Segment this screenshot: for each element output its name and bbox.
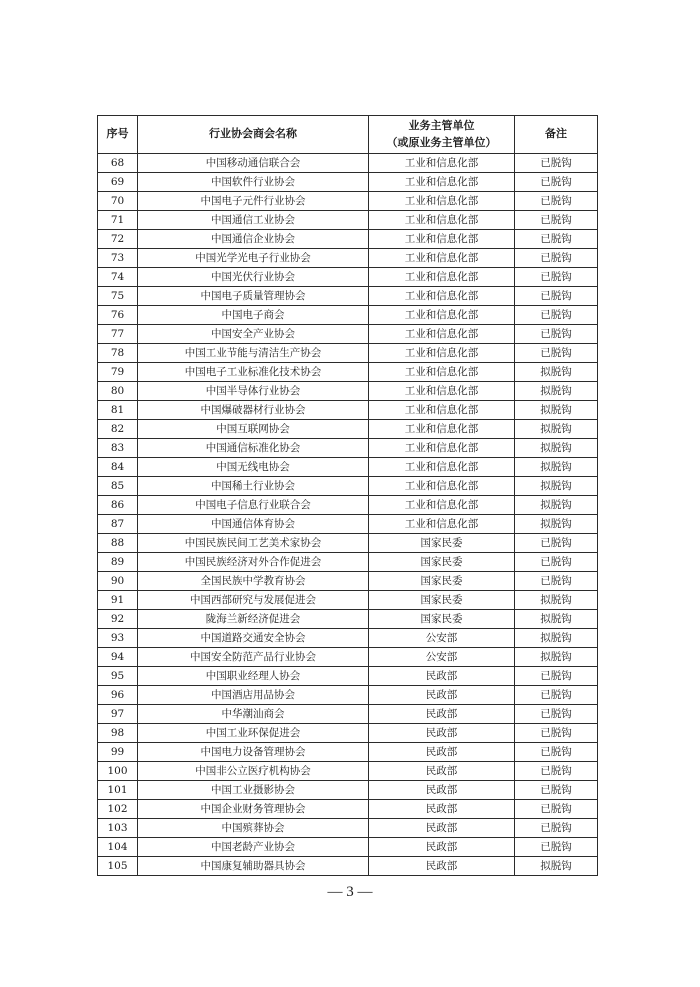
association-name-cell: 中国老龄产业协会	[138, 838, 369, 857]
association-name-cell: 中国光伏行业协会	[138, 268, 369, 287]
table-row	[98, 477, 598, 496]
association-name-cell: 中国互联网协会	[138, 420, 369, 439]
serial-number-cell: 97	[98, 705, 138, 724]
supervising-unit-cell: 民政部	[369, 686, 515, 705]
remarks-cell: 拟脱钩	[515, 382, 598, 401]
remarks-cell: 拟脱钩	[515, 629, 598, 648]
supervising-unit-cell: 工业和信息化部	[369, 325, 515, 344]
supervising-unit-cell: 工业和信息化部	[369, 268, 515, 287]
header-supervising-unit	[369, 116, 515, 154]
association-name-cell: 中国安全产业协会	[138, 325, 369, 344]
serial-number-cell: 74	[98, 268, 138, 287]
association-name-cell: 中国非公立医疗机构协会	[138, 762, 369, 781]
supervising-unit-cell: 工业和信息化部	[369, 306, 515, 325]
association-name-cell: 中国电子商会	[138, 306, 369, 325]
association-name-cell: 全国民族中学教育协会	[138, 572, 369, 591]
serial-number-cell: 75	[98, 287, 138, 306]
remarks-cell: 已脱钩	[515, 534, 598, 553]
supervising-unit-cell: 工业和信息化部	[369, 211, 515, 230]
header-supervising-unit-line1: 业务主管单位	[408, 119, 475, 132]
supervising-unit-cell: 公安部	[369, 648, 515, 667]
table-row	[98, 344, 598, 363]
remarks-cell: 已脱钩	[515, 211, 598, 230]
association-name-cell: 中国电子信息行业联合会	[138, 496, 369, 515]
remarks-cell: 已脱钩	[515, 838, 598, 857]
association-name-cell: 中国民族民间工艺美术家协会	[138, 534, 369, 553]
supervising-unit-cell: 工业和信息化部	[369, 477, 515, 496]
table-row	[98, 819, 598, 838]
table-row	[98, 591, 598, 610]
remarks-cell: 拟脱钩	[515, 515, 598, 534]
supervising-unit-cell: 国家民委	[369, 610, 515, 629]
table-row	[98, 306, 598, 325]
table-row	[98, 800, 598, 819]
association-name-cell: 中国通信企业协会	[138, 230, 369, 249]
remarks-cell: 拟脱钩	[515, 401, 598, 420]
association-name-cell: 中国通信标准化协会	[138, 439, 369, 458]
table-row	[98, 610, 598, 629]
remarks-cell: 已脱钩	[515, 230, 598, 249]
table-row	[98, 230, 598, 249]
table-row	[98, 211, 598, 230]
serial-number-cell: 96	[98, 686, 138, 705]
remarks-cell: 已脱钩	[515, 781, 598, 800]
association-name-cell: 中国职业经理人协会	[138, 667, 369, 686]
table-row	[98, 268, 598, 287]
remarks-cell: 拟脱钩	[515, 857, 598, 876]
remarks-cell: 拟脱钩	[515, 648, 598, 667]
association-name-cell: 中国电力设备管理协会	[138, 743, 369, 762]
table-row	[98, 154, 598, 173]
supervising-unit-cell: 民政部	[369, 705, 515, 724]
supervising-unit-cell: 工业和信息化部	[369, 154, 515, 173]
association-name-cell: 中国工业节能与清洁生产协会	[138, 344, 369, 363]
association-name-cell: 中国软件行业协会	[138, 173, 369, 192]
table-row	[98, 705, 598, 724]
supervising-unit-cell: 民政部	[369, 800, 515, 819]
serial-number-cell: 71	[98, 211, 138, 230]
serial-number-cell: 94	[98, 648, 138, 667]
association-name-cell: 中国企业财务管理协会	[138, 800, 369, 819]
supervising-unit-cell: 国家民委	[369, 591, 515, 610]
serial-number-cell: 87	[98, 515, 138, 534]
table-body	[98, 154, 598, 876]
supervising-unit-cell: 工业和信息化部	[369, 287, 515, 306]
remarks-cell: 拟脱钩	[515, 591, 598, 610]
remarks-cell: 已脱钩	[515, 553, 598, 572]
table-row	[98, 287, 598, 306]
association-name-cell: 中国半导体行业协会	[138, 382, 369, 401]
remarks-cell: 拟脱钩	[515, 420, 598, 439]
supervising-unit-cell: 工业和信息化部	[369, 382, 515, 401]
remarks-cell: 拟脱钩	[515, 477, 598, 496]
association-name-cell: 中国道路交通安全协会	[138, 629, 369, 648]
remarks-cell: 已脱钩	[515, 306, 598, 325]
remarks-cell: 已脱钩	[515, 268, 598, 287]
serial-number-cell: 104	[98, 838, 138, 857]
remarks-cell: 已脱钩	[515, 743, 598, 762]
association-name-cell: 中国无线电协会	[138, 458, 369, 477]
supervising-unit-cell: 工业和信息化部	[369, 173, 515, 192]
supervising-unit-cell: 工业和信息化部	[369, 230, 515, 249]
header-association-name: 行业协会商会名称	[138, 116, 369, 154]
association-name-cell: 中国安全防范产品行业协会	[138, 648, 369, 667]
supervising-unit-cell: 民政部	[369, 743, 515, 762]
remarks-cell: 拟脱钩	[515, 363, 598, 382]
remarks-cell: 已脱钩	[515, 686, 598, 705]
table-row	[98, 325, 598, 344]
association-name-cell: 中国通信工业协会	[138, 211, 369, 230]
table-row	[98, 249, 598, 268]
association-name-cell: 中国光学光电子行业协会	[138, 249, 369, 268]
association-name-cell: 中国移动通信联合会	[138, 154, 369, 173]
remarks-cell: 已脱钩	[515, 800, 598, 819]
serial-number-cell: 80	[98, 382, 138, 401]
supervising-unit-cell: 工业和信息化部	[369, 249, 515, 268]
table-row	[98, 515, 598, 534]
serial-number-cell: 69	[98, 173, 138, 192]
association-name-cell: 中国电子工业标准化技术协会	[138, 363, 369, 382]
supervising-unit-cell: 民政部	[369, 781, 515, 800]
table-row	[98, 382, 598, 401]
table-row	[98, 743, 598, 762]
table-row	[98, 420, 598, 439]
table-row	[98, 781, 598, 800]
supervising-unit-cell: 工业和信息化部	[369, 363, 515, 382]
serial-number-cell: 89	[98, 553, 138, 572]
serial-number-cell: 68	[98, 154, 138, 173]
table-row	[98, 572, 598, 591]
association-name-cell: 中华潮汕商会	[138, 705, 369, 724]
supervising-unit-cell: 民政部	[369, 838, 515, 857]
header-serial-number: 序号	[98, 116, 138, 154]
table-row	[98, 553, 598, 572]
supervising-unit-cell: 工业和信息化部	[369, 344, 515, 363]
remarks-cell: 已脱钩	[515, 192, 598, 211]
serial-number-cell: 79	[98, 363, 138, 382]
table-row	[98, 648, 598, 667]
serial-number-cell: 91	[98, 591, 138, 610]
remarks-cell: 拟脱钩	[515, 458, 598, 477]
serial-number-cell: 83	[98, 439, 138, 458]
table-row	[98, 629, 598, 648]
associations-table	[97, 115, 598, 876]
table-row	[98, 496, 598, 515]
association-name-cell: 中国殡葬协会	[138, 819, 369, 838]
table-row	[98, 192, 598, 211]
serial-number-cell: 84	[98, 458, 138, 477]
serial-number-cell: 88	[98, 534, 138, 553]
remarks-cell: 拟脱钩	[515, 610, 598, 629]
serial-number-cell: 93	[98, 629, 138, 648]
table-row	[98, 724, 598, 743]
association-name-cell: 中国稀土行业协会	[138, 477, 369, 496]
remarks-cell: 已脱钩	[515, 724, 598, 743]
table-header-row	[98, 116, 598, 154]
remarks-cell: 已脱钩	[515, 819, 598, 838]
supervising-unit-cell: 民政部	[369, 857, 515, 876]
serial-number-cell: 72	[98, 230, 138, 249]
remarks-cell: 已脱钩	[515, 667, 598, 686]
association-name-cell: 中国爆破器材行业协会	[138, 401, 369, 420]
table-row	[98, 857, 598, 876]
table-row	[98, 534, 598, 553]
table-row	[98, 173, 598, 192]
association-name-cell: 中国工业环保促进会	[138, 724, 369, 743]
serial-number-cell: 95	[98, 667, 138, 686]
association-name-cell: 陇海兰新经济促进会	[138, 610, 369, 629]
supervising-unit-cell: 民政部	[369, 819, 515, 838]
serial-number-cell: 102	[98, 800, 138, 819]
supervising-unit-cell: 公安部	[369, 629, 515, 648]
serial-number-cell: 73	[98, 249, 138, 268]
remarks-cell: 已脱钩	[515, 154, 598, 173]
table-row	[98, 838, 598, 857]
remarks-cell: 已脱钩	[515, 705, 598, 724]
supervising-unit-cell: 工业和信息化部	[369, 439, 515, 458]
remarks-cell: 拟脱钩	[515, 496, 598, 515]
association-name-cell: 中国电子质量管理协会	[138, 287, 369, 306]
remarks-cell: 已脱钩	[515, 344, 598, 363]
supervising-unit-cell: 工业和信息化部	[369, 401, 515, 420]
serial-number-cell: 105	[98, 857, 138, 876]
table-row	[98, 439, 598, 458]
table-row	[98, 401, 598, 420]
serial-number-cell: 100	[98, 762, 138, 781]
header-supervising-unit-line2: （或原业务主管单位）	[386, 135, 497, 149]
supervising-unit-cell: 工业和信息化部	[369, 496, 515, 515]
supervising-unit-cell: 工业和信息化部	[369, 192, 515, 211]
supervising-unit-cell: 工业和信息化部	[369, 458, 515, 477]
association-name-cell: 中国工业摄影协会	[138, 781, 369, 800]
supervising-unit-cell: 国家民委	[369, 534, 515, 553]
header-remarks: 备注	[515, 116, 598, 154]
remarks-cell: 已脱钩	[515, 249, 598, 268]
remarks-cell: 已脱钩	[515, 325, 598, 344]
serial-number-cell: 99	[98, 743, 138, 762]
serial-number-cell: 77	[98, 325, 138, 344]
table-row	[98, 762, 598, 781]
association-name-cell: 中国酒店用品协会	[138, 686, 369, 705]
association-name-cell: 中国民族经济对外合作促进会	[138, 553, 369, 572]
supervising-unit-cell: 工业和信息化部	[369, 420, 515, 439]
remarks-cell: 拟脱钩	[515, 439, 598, 458]
serial-number-cell: 81	[98, 401, 138, 420]
supervising-unit-cell: 民政部	[369, 724, 515, 743]
supervising-unit-cell: 国家民委	[369, 553, 515, 572]
serial-number-cell: 101	[98, 781, 138, 800]
page-number: — 3 —	[327, 884, 373, 900]
remarks-cell: 已脱钩	[515, 762, 598, 781]
association-name-cell: 中国通信体育协会	[138, 515, 369, 534]
supervising-unit-cell: 民政部	[369, 667, 515, 686]
remarks-cell: 已脱钩	[515, 572, 598, 591]
serial-number-cell: 90	[98, 572, 138, 591]
association-name-cell: 中国西部研究与发展促进会	[138, 591, 369, 610]
association-name-cell: 中国康复辅助器具协会	[138, 857, 369, 876]
supervising-unit-cell: 工业和信息化部	[369, 515, 515, 534]
table-row	[98, 667, 598, 686]
table-row	[98, 363, 598, 382]
table-row	[98, 458, 598, 477]
serial-number-cell: 98	[98, 724, 138, 743]
serial-number-cell: 92	[98, 610, 138, 629]
remarks-cell: 已脱钩	[515, 287, 598, 306]
serial-number-cell: 85	[98, 477, 138, 496]
serial-number-cell: 70	[98, 192, 138, 211]
serial-number-cell: 82	[98, 420, 138, 439]
serial-number-cell: 86	[98, 496, 138, 515]
serial-number-cell: 103	[98, 819, 138, 838]
remarks-cell: 已脱钩	[515, 173, 598, 192]
supervising-unit-cell: 国家民委	[369, 572, 515, 591]
association-name-cell: 中国电子元件行业协会	[138, 192, 369, 211]
table-row	[98, 686, 598, 705]
serial-number-cell: 76	[98, 306, 138, 325]
serial-number-cell: 78	[98, 344, 138, 363]
supervising-unit-cell: 民政部	[369, 762, 515, 781]
